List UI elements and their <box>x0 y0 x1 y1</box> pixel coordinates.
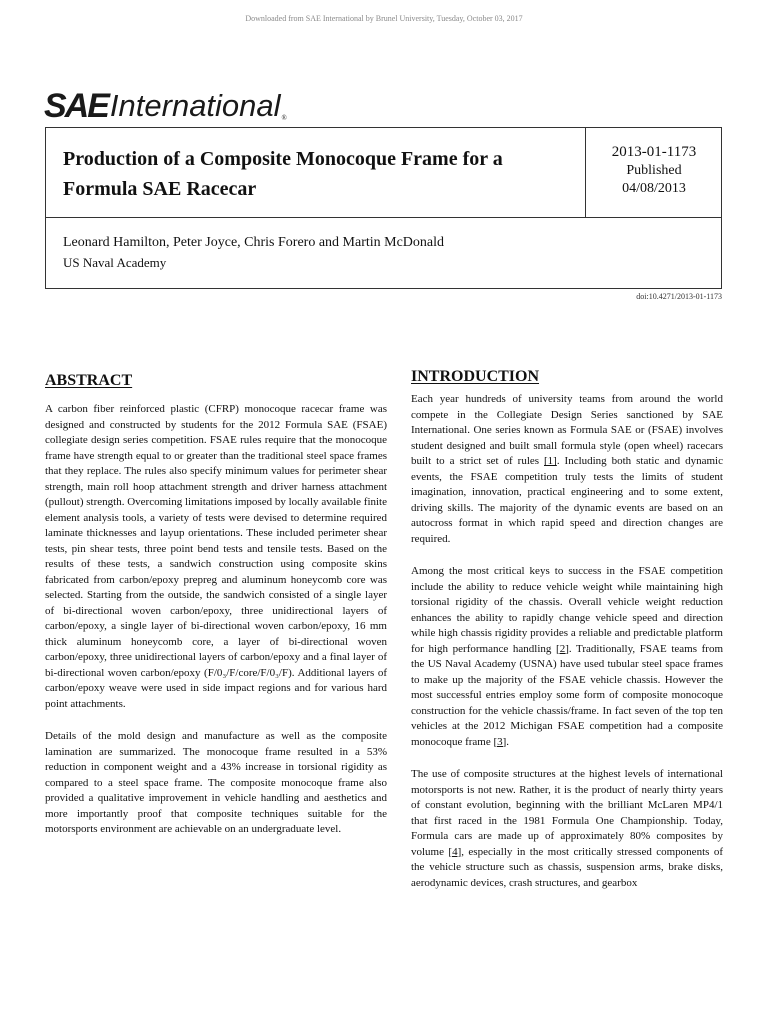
paragraph-text: Each year hundreds of university teams from around the world compete in the Collegiate Design Series sanctioned by SAE International. One series known as Formula SAE or (FSAE) involves student designed and built small formula style (open wheel) racecars built to a strict set of rules <box>411 393 723 467</box>
abstract-paragraph: Details of the mold design and manufacture as well as the composite lamination are summarized. The monocoque frame resulted in a 53% reduction in component weight and a 43% increase in torsional rigidity as compared to a steel space frame. The composite monocoque frame also provided a qualitative improvement in vehicle handling and aesthetics and more importantly proof that composite techniques suitable for the motorsports environment are achievable on an undergraduate level. <box>45 730 387 835</box>
left-column <box>45 368 387 855</box>
introduction-paragraph <box>411 767 723 891</box>
paragraph-text: . Including both static and dynamic events, the FSAE competition truly tests the limits of student imagination, innovation, practical engineering and to some extent, driving skills. The majority of the dynamic events are based on an autocross format in which rapid speed and direction changes are required. <box>411 455 723 545</box>
sae-international-logo <box>44 84 287 124</box>
doi-link[interactable]: doi:10.4271/2013-01-1173 <box>636 292 722 301</box>
paper-number: 2013-01-1173 <box>611 144 697 160</box>
introduction-paragraph <box>411 392 723 547</box>
paragraph-text: , especially in the most critically stressed components of the vehicle structure such as chassis, suspension arms, brake disks, aerodynamic devices, crash structures, and gearbox <box>411 845 723 889</box>
reference-link[interactable]: [1] <box>544 455 557 467</box>
abstract-heading: ABSTRACT <box>45 372 133 389</box>
reference-link[interactable]: [3] <box>493 735 507 748</box>
publication-meta <box>586 128 722 218</box>
reference-link[interactable]: [2] <box>556 642 569 655</box>
introduction-paragraph <box>411 564 723 750</box>
paragraph-text: . Traditionally, FSAE teams from the US Naval Academy (USNA) have used tubular steel space frames to make up the majority of the FSAE vehicle chassis. However the most successful entries employ some form of composite monocoque construction for the vehicle chassis/frame. In fact seven of the top ten vehicles at the 2012 Michigan FSAE competition had a composite monocoque frame <box>411 642 723 748</box>
paper-title: Production of a Composite Monocoque Frame for a Formula SAE Racecar <box>63 148 503 200</box>
right-column <box>411 368 723 908</box>
title-cell <box>46 128 586 218</box>
paper-header-box <box>45 127 722 289</box>
paragraph-text: Among the most critical keys to success in the FSAE competition include the ability to reduce vehicle weight while maintaining high torsional rigidity of the chassis. Overall vehicle weight reduction enhances the ability to rapidly change vehicle speed and direction while high chassis rigidity provides a reliable and predictable platform for high performance handling <box>411 565 723 655</box>
logo-brand: SAE <box>44 87 108 125</box>
abstract-paragraph: A carbon fiber reinforced plastic (CFRP) monocoque racecar frame was designed and constructed by students for the 2012 Formula SAE (FSAE) collegiate design series competition. FSAE rules require that the monocoque frame have strength equal to or greater than the traditional steel space frames that they replace. The rules also specify minimum values for perimeter shear strength, main roll hoop attachment strength and driver harness attachment (pullout) strength. Overcoming limitations imposed by locally available finite element analysis tools, a variety of tests were devised to determine required laminate thicknesses and layup orientations. These included perimeter shear tests, pin shear tests, three point bend tests and tensile tests. Based on the results of these tests, a sandwich construction using composite skins fabricated from carbon/epoxy prepreg and aluminum honeycomb core was selected. Starting from the outside, the sandwich consisted of a single layer of bi-directional woven carbon/epoxy, three unidirectional layers of carbon/epoxy, a single layer of bi-directional woven carbon/epoxy, 16 mm thick aluminum honeycomb core, a layer of bi-directional woven carbon/epoxy, three unidirectional layers of carbon/epoxy and a final layer of bi-directional woven carbon/epoxy (F/0₃/F/core/F/0₃/F). Additional layers of carbon/epoxy weave were used in side impact regions and for various hard point attachments. <box>45 403 387 710</box>
logo-name: International <box>109 88 281 123</box>
logo-registered-mark: ® <box>281 114 287 122</box>
authors: Leonard Hamilton, Peter Joyce, Chris Forero and Martin McDonald <box>63 235 445 250</box>
published-label: Published <box>626 163 682 178</box>
reference-link[interactable]: [4] <box>448 845 462 858</box>
authors-cell <box>46 218 721 288</box>
paragraph-text: The use of composite structures at the highest levels of international motorsports is not new. Rather, it is the product of nearly thirty years of constant evolution, beginning with the brilliant McLaren MP4/1 that first raced in the 1981 Formula One Championship. Today, Formula cars are made up of approximately 80% composites by volume <box>411 768 723 858</box>
introduction-heading: INTRODUCTION <box>411 368 540 385</box>
download-note: Downloaded from SAE International by Brunel University, Tuesday, October 03, 2017 <box>245 14 523 23</box>
affiliation: US Naval Academy <box>63 255 167 270</box>
paragraph-text: . <box>506 735 510 748</box>
published-date: 04/08/2013 <box>622 181 686 196</box>
